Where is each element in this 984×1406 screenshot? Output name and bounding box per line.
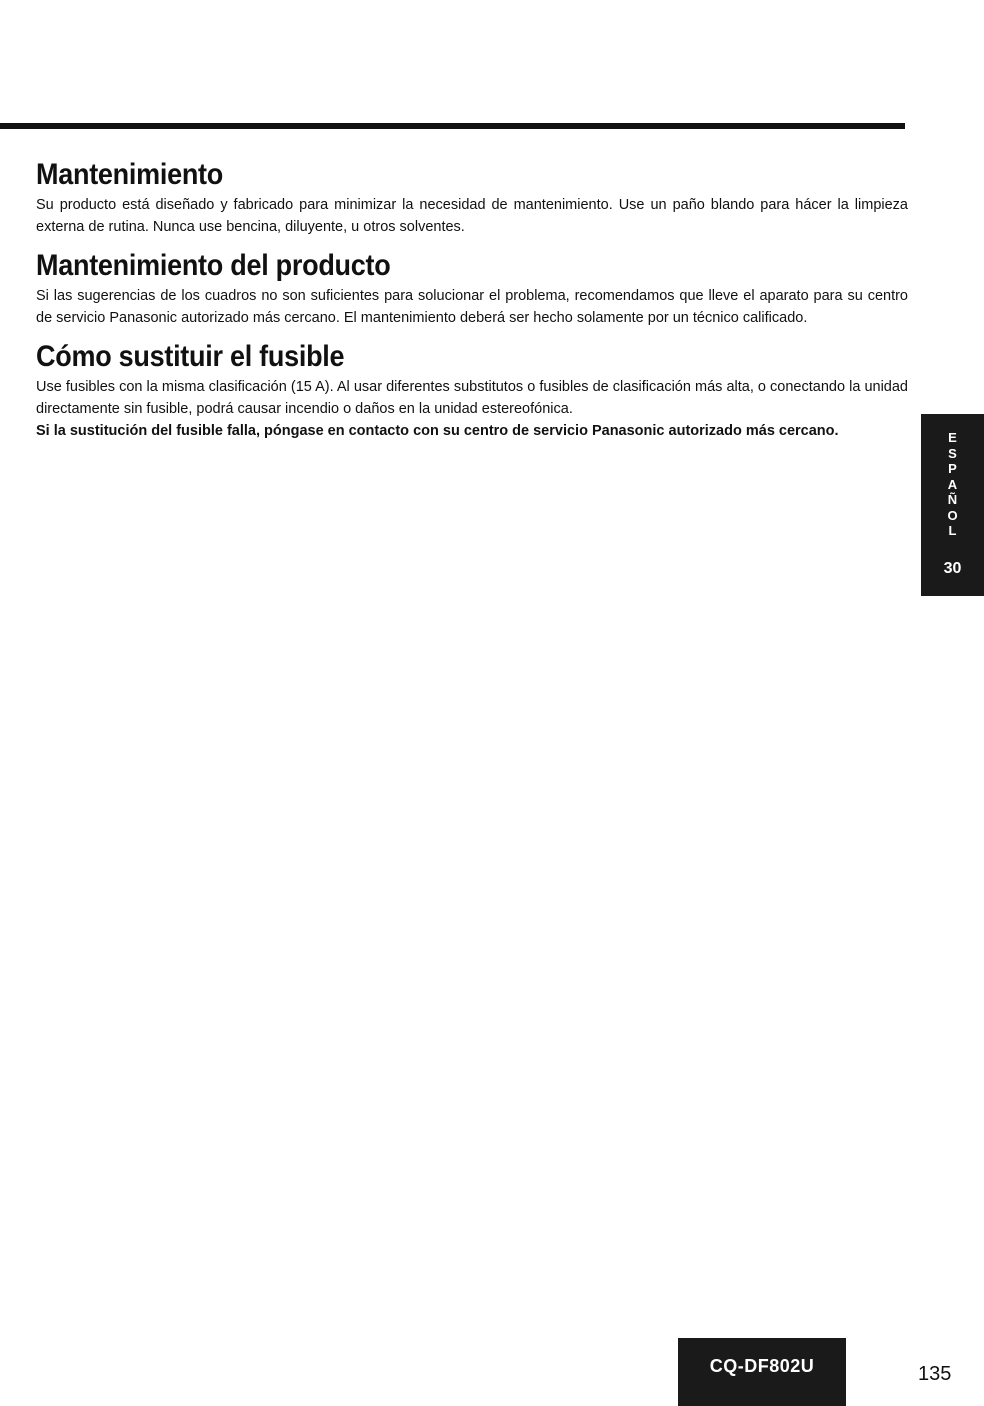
- side-tab-letter: L: [948, 523, 957, 538]
- section-paragraph: Si las sugerencias de los cuadros no son suficientes para solucionar el problema, recomendamos que lleve el aparato para su centro de servicio Panasonic autorizado más cercano. El mantenimiento deberá ser hecho solamente por un técnico calificado.: [36, 288, 908, 326]
- warning-note: Si la sustitución del fusible falla, póngase en contacto con su centro de servicio Panasonic autorizado más cercano.: [36, 423, 839, 439]
- model-label-box: [678, 1338, 846, 1406]
- section-page-number: 30: [943, 560, 962, 577]
- top-rule: [0, 123, 905, 129]
- section-sustituir-fusible: [36, 340, 908, 442]
- language-label: [921, 430, 984, 539]
- model-number: CQ-DF802U: [709, 1356, 815, 1376]
- section-paragraph: Use fusibles con la misma clasificación (15 A). Al usar diferentes substitutos o fusibles de clasificación más alta, o conectando la unidad directamente sin fusible, podrá causar incendio o daños en la unidad estereofónica.: [36, 379, 908, 417]
- page-number: 135: [918, 1363, 952, 1385]
- side-tab-letter: Ñ: [947, 492, 958, 507]
- section-mantenimiento-producto: [36, 249, 908, 329]
- section-paragraph: Su producto está diseñado y fabricado para minimizar la necesidad de mantenimiento. Use un paño blando para hácer la limpieza externa de rutina. Nunca use bencina, diluyente, u otros solventes.: [36, 197, 908, 235]
- section-heading: Cómo sustituir el fusible: [36, 340, 345, 373]
- language-side-tab: [921, 414, 984, 596]
- side-tab-letter: P: [948, 461, 957, 476]
- side-tab-letter: S: [948, 445, 957, 461]
- section-mantenimiento: [36, 158, 908, 238]
- side-tab-letter: O: [947, 507, 958, 523]
- side-tab-letter: E: [948, 430, 957, 445]
- section-heading: Mantenimiento del producto: [36, 249, 391, 282]
- side-tab-letter: A: [947, 476, 958, 492]
- main-content: [36, 158, 908, 442]
- section-heading: Mantenimiento: [36, 158, 224, 191]
